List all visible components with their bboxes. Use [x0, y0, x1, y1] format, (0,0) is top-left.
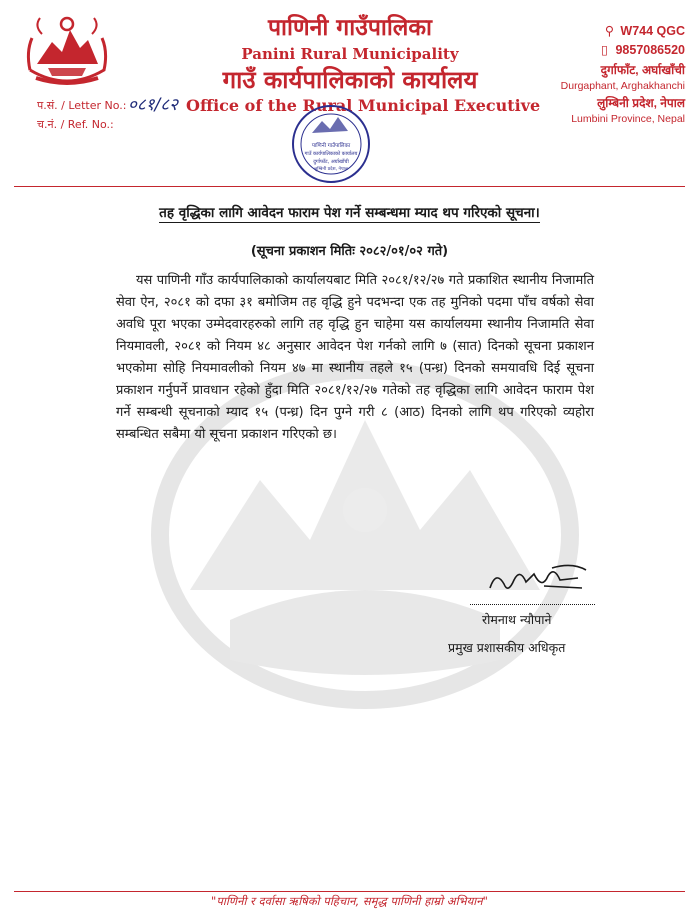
signature-mark [482, 560, 592, 600]
stamp-line2: गाउँ कार्यपालिकाको कार्यालय [304, 151, 358, 157]
location-pin-icon: ⚲ [604, 24, 614, 38]
contact-block [561, 22, 685, 126]
contact-phone: ▯ 9857086520 [561, 41, 685, 60]
province-np: लुम्बिनी प्रदेश, नेपाल [597, 96, 685, 110]
office-stamp-icon [290, 103, 372, 185]
nepal-emblem-icon [22, 12, 112, 92]
province-en: Lumbini Province, Nepal [571, 113, 685, 125]
org-name-np: पाणिनी गाउँपालिका [267, 15, 433, 41]
contact-code: ⚲ W744 QGC [561, 22, 685, 41]
publication-date: (सूचना प्रकाशन मितिः २०८२/०१/०२ गते) [250, 244, 449, 259]
header-divider [14, 186, 685, 187]
footer-divider [14, 891, 685, 892]
signature-line [470, 604, 595, 605]
footer-motto: "पाणिनी र दर्वासा ऋषिको पहिचान, समृद्ध पाणिनी हाम्रो अभियान" [211, 894, 488, 908]
header-titles [190, 14, 510, 95]
stamp-line3: दुर्गाफाँट, अर्घाखाँची [313, 159, 349, 165]
phone-icon: ▯ [601, 43, 608, 57]
notice-subject: तह वृद्धिका लागि आवेदन फाराम पेश गर्ने सम्बन्धमा म्याद थप गरिएको सूचना। [159, 205, 540, 221]
notice-body: यस पाणिनी गाँउ कार्यपालिकाको कार्यालयबाट मिति २०८१/१२/२७ गते प्रकाशित स्थानीय निजामति सेवा ऐन, २०८१ को दफा ३१ बमोजिम तह वृद्धि हुने पदभन्दा एक तह मुनिको पदमा पाँच वर्षको सेवा अवधि पूरा भएका उम्मेदवारहरुको लागि तह वृद्धि हुन चाहेमा यस कार्यालयमा स्थानीय निजामति सेवा नियमावली, २०८१ को नियम ४८ अनुसार आवेदन पेश गर्नको लागि ७ (सात) दिनको सूचना प्रकाशन भएकोमा सोहि नियमावलीको नियम ४७ मा स्थानीय तहले १५ (पन्ध्र) दिनको समयावधि दिई सूचना प्रकाशन गर्नुपर्ने प्रावधान रहेको हुँदा मिति २०८१/१२/२७ गतेको तह वृद्धिका लागि आवेदन फाराम पेश गर्ने सम्बन्धी सूचनाको म्याद १५ (पन्ध्र) दिन पुग्ने गरी ८ (आठ) दिनको लागि थप गरिएको व्यहोरा सम्बन्धित सबैमा यो सूचना प्रकाशन गरिएको छ। [116, 273, 594, 442]
address-en: Durgaphant, Arghakhanchi [560, 80, 685, 92]
letter-no-value: ०८१/८२ [128, 95, 178, 115]
address-np: दुर्गाफाँट, अर्घाखाँची [600, 63, 685, 77]
ref-no-label: च.नं. / Ref. No.: [37, 118, 114, 131]
stamp-line4: लुम्बिनी प्रदेश, नेपाल [314, 167, 348, 172]
signatory-title: प्रमुख प्रशासकीय अधिकृत [448, 640, 566, 655]
letter-no-label: प.सं. / Letter No.: [37, 99, 127, 112]
stamp-line1: पाणिनी गाउँपालिका [311, 143, 351, 149]
office-name-np: गाउँ कार्यपालिकाको कार्यालय [222, 66, 478, 94]
org-name-en: Panini Rural Municipality [241, 45, 459, 63]
signatory-name: रोमनाथ न्यौपाने [482, 612, 552, 627]
office-name-en: Office of the Rural Municipal Executive [186, 96, 541, 115]
